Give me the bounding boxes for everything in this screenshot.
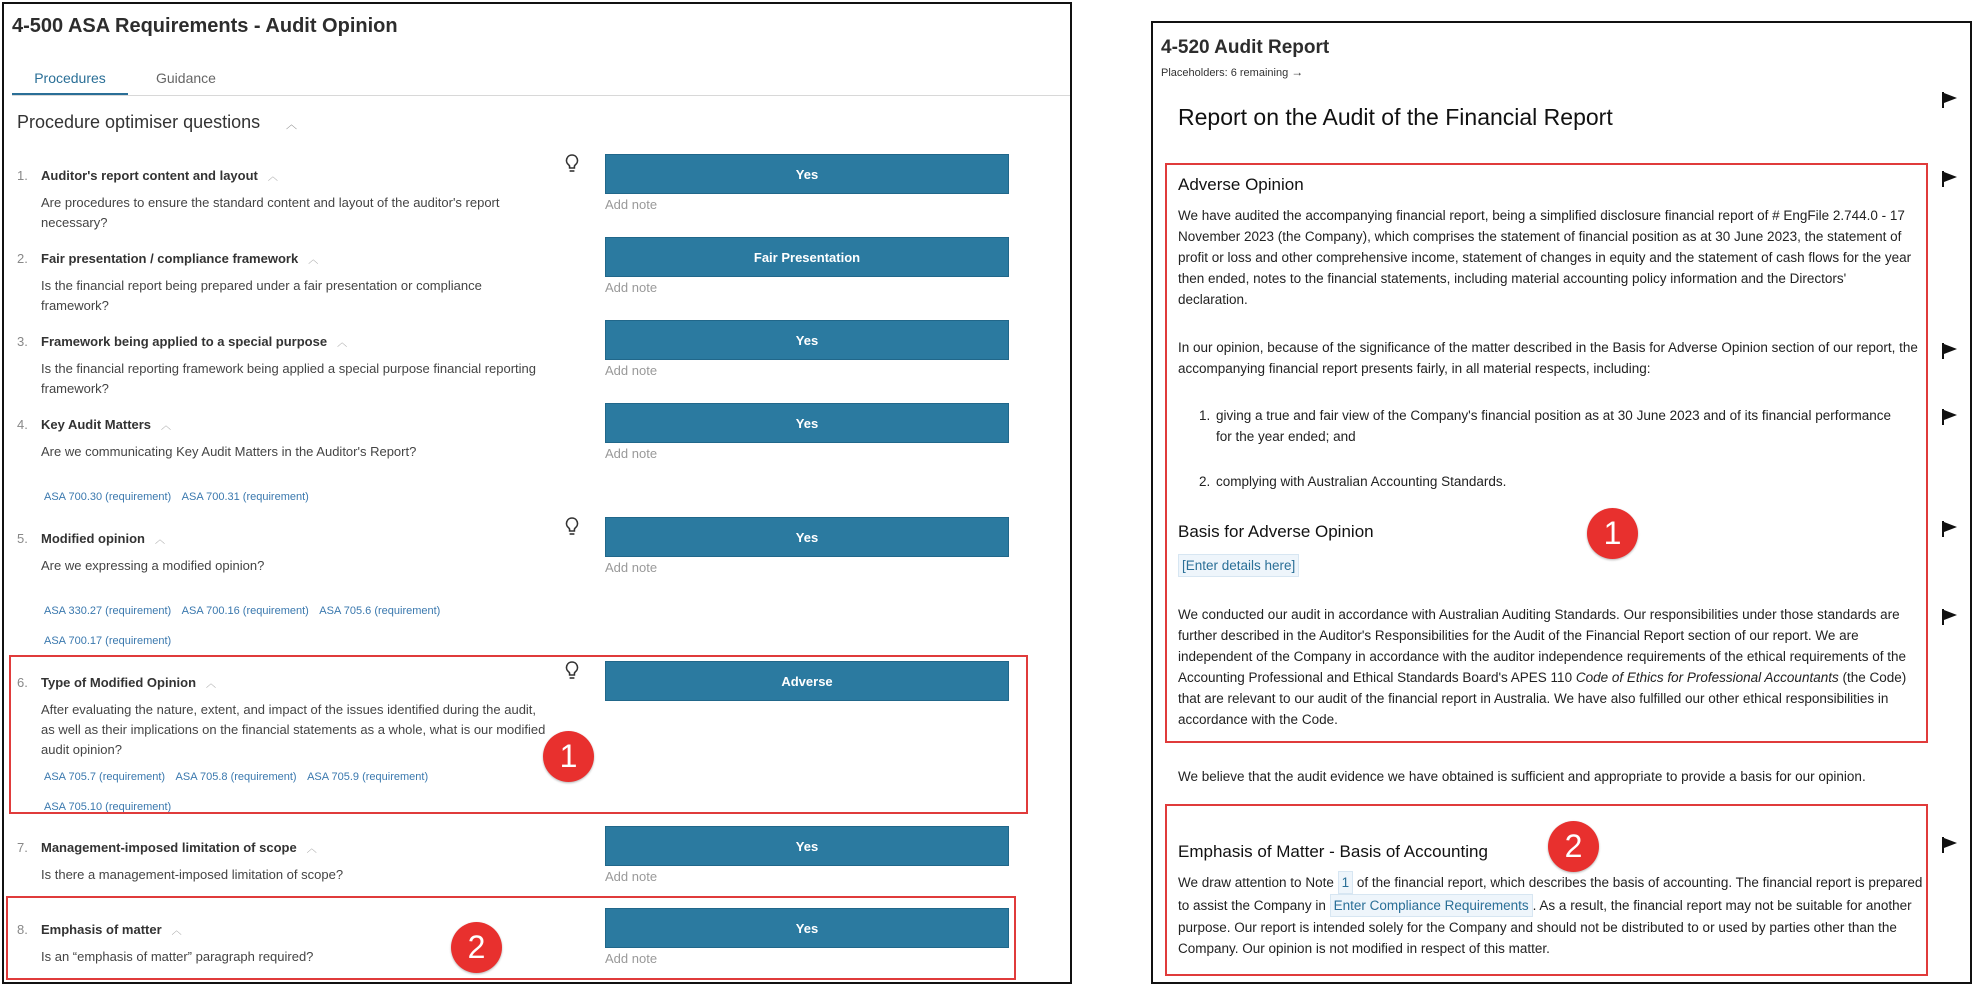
- question-title: Fair presentation / compliance framework ︿: [41, 251, 319, 266]
- question-title: Management-imposed limitation of scope ︿: [41, 840, 317, 855]
- section-heading: Emphasis of Matter - Basis of Accounting: [1178, 842, 1488, 861]
- chevron-up-icon[interactable]: ︿: [286, 119, 297, 131]
- step-marker: 1: [1587, 508, 1638, 559]
- flag-icon[interactable]: [1941, 170, 1959, 188]
- section-heading: Basis for Adverse Opinion: [1178, 522, 1374, 541]
- paragraph: We draw attention to Note 1 of the financial report, which describes the basis of accounting. The financial report is prepared to assist the Company in Enter Compliance Requirements . As a result, the financial report may not be suitable for another purpose. Our report is intended solely for the Company and should not be distributed to or used by parties other than the Company. Our opinion is not modified in respect of this matter.: [1178, 871, 1925, 959]
- flag-icon[interactable]: [1941, 608, 1959, 626]
- question-number: 4.: [17, 417, 28, 432]
- chevron-up-icon[interactable]: ︿: [206, 679, 217, 690]
- placeholder-field[interactable]: [Enter details here]: [1178, 554, 1299, 577]
- reference-link[interactable]: ASA 330.27 (requirement): [44, 605, 172, 617]
- chevron-up-icon[interactable]: ︿: [161, 421, 172, 432]
- tab-bar: [12, 66, 1072, 96]
- audit-report-panel: [1151, 21, 1972, 984]
- flag-icon[interactable]: [1941, 91, 1959, 109]
- question-text: Is an “emphasis of matter” paragraph required?: [41, 949, 314, 964]
- question-number: 8.: [17, 922, 28, 937]
- question-title: Emphasis of matter ︿: [41, 922, 182, 937]
- chevron-up-icon[interactable]: ︿: [337, 338, 348, 349]
- reference-links: [44, 635, 179, 647]
- reference-link[interactable]: ASA 705.6 (requirement): [319, 605, 441, 617]
- paragraph: We conducted our audit in accordance with Australian Auditing Standards. Our responsibilities under those standards are further described in the Auditor's Responsibilities for the Audit of the Financial Report section of our report. We are independent of the Company in accordance with the auditor independence requirements of the ethical requirements of the Accounting Professional and Ethical Standards Board's APES 110 Code of Ethics for Professional Accountants (the Code) that are relevant to our audit of the financial report in Australia. We have also fulfilled our other ethical responsibilities in accordance with the Code.: [1178, 607, 1907, 727]
- panel-title: 4-520 Audit Report: [1161, 37, 1330, 58]
- answer-button[interactable]: Yes: [605, 908, 1009, 948]
- reference-link[interactable]: ASA 705.9 (requirement): [307, 771, 429, 783]
- add-note-link[interactable]: Add note: [605, 363, 658, 378]
- question-number: 1.: [17, 168, 28, 183]
- section-title: Procedure optimiser questions: [17, 112, 261, 132]
- question-title: Key Audit Matters ︿: [41, 417, 172, 432]
- question-number: 3.: [17, 334, 28, 349]
- chevron-up-icon[interactable]: ︿: [308, 255, 319, 266]
- flag-icon[interactable]: [1941, 342, 1959, 360]
- flag-icon[interactable]: [1941, 520, 1959, 538]
- add-note-link[interactable]: Add note: [605, 280, 658, 295]
- answer-button[interactable]: Yes: [605, 320, 1009, 360]
- question-text: After evaluating the nature, extent, and impact of the issues identified during the audit, as well as their implications on the financial statements as a whole, what is our modified audit opinion?: [41, 702, 546, 757]
- paragraph: In our opinion, because of the significance of the matter described in the Basis for Adverse Opinion section of our report, the accompanying financial report presents fairly, in all material respects, including:: [1178, 340, 1918, 376]
- step-marker: 2: [451, 922, 502, 973]
- question-number: 7.: [17, 840, 28, 855]
- answer-button[interactable]: Yes: [605, 517, 1009, 557]
- placeholder-field[interactable]: Enter Compliance Requirements: [1330, 894, 1533, 917]
- question-number: 5.: [17, 531, 28, 546]
- question-title: Auditor's report content and layout ︿: [41, 168, 278, 183]
- lightbulb-icon[interactable]: [565, 517, 579, 537]
- chevron-up-icon[interactable]: ︿: [154, 535, 165, 546]
- question-title: Framework being applied to a special purpose ︿: [41, 334, 348, 349]
- add-note-link[interactable]: Add note: [605, 446, 658, 461]
- question-text: Are we expressing a modified opinion?: [41, 558, 265, 573]
- reference-link[interactable]: ASA 705.8 (requirement): [175, 771, 297, 783]
- tab-procedures[interactable]: Procedures: [12, 70, 128, 95]
- paragraph: We have audited the accompanying financial report, being a simplified disclosure financial report of # EngFile 2.744.0 - 17 November 2023 (the Company), which comprises the statement of financial position as at 30 June 2023, the statement of profit or loss and other comprehensive income, statement of changes in equity and the statement of cash flows for the year then ended, notes to the financial statements, including material accounting policy information and the Directors' declaration.: [1178, 208, 1912, 307]
- question-number: 6.: [17, 675, 28, 690]
- answer-button[interactable]: Adverse: [605, 661, 1009, 701]
- arrow-right-icon: →: [1291, 65, 1304, 79]
- reference-link[interactable]: ASA 705.7 (requirement): [44, 771, 166, 783]
- reference-link[interactable]: ASA 700.30 (requirement): [44, 491, 172, 503]
- paragraph: We believe that the audit evidence we have obtained is sufficient and appropriate to provide a basis for our opinion.: [1178, 769, 1866, 784]
- highlight-box: [9, 655, 1028, 814]
- tab-guidance[interactable]: Guidance: [156, 70, 216, 86]
- add-note-link[interactable]: Add note: [605, 560, 658, 575]
- highlight-box: [1165, 804, 1928, 976]
- add-note-link[interactable]: Add note: [605, 869, 658, 884]
- add-note-link[interactable]: Add note: [605, 197, 658, 212]
- highlight-box: [6, 896, 1016, 980]
- reference-link[interactable]: ASA 700.31 (requirement): [181, 491, 309, 503]
- reference-links: [44, 605, 448, 617]
- question-title: Type of Modified Opinion ︿: [41, 675, 217, 690]
- flag-icon[interactable]: [1941, 836, 1959, 854]
- chevron-up-icon[interactable]: ︿: [171, 926, 182, 937]
- question-text: Are procedures to ensure the standard content and layout of the auditor's report necessary?: [41, 195, 500, 230]
- reference-link[interactable]: ASA 700.17 (requirement): [44, 635, 172, 647]
- panel-title: 4-500 ASA Requirements - Audit Opinion: [12, 15, 398, 37]
- answer-button[interactable]: Fair Presentation: [605, 237, 1009, 277]
- question-text: Is the financial report being prepared under a fair presentation or compliance framework?: [41, 278, 482, 313]
- reference-link[interactable]: ASA 700.16 (requirement): [181, 605, 309, 617]
- step-marker: 1: [543, 731, 594, 782]
- answer-button[interactable]: Yes: [605, 403, 1009, 443]
- report-title: Report on the Audit of the Financial Report: [1178, 104, 1613, 130]
- add-note-link[interactable]: Add note: [605, 951, 658, 966]
- step-marker: 2: [1548, 821, 1599, 872]
- placeholder-field[interactable]: 1: [1338, 871, 1354, 894]
- question-text: Is the financial reporting framework being applied a special purpose financial reporting framework?: [41, 361, 537, 396]
- section-heading: Adverse Opinion: [1178, 175, 1304, 194]
- procedures-panel: [2, 2, 1072, 984]
- chevron-up-icon[interactable]: ︿: [306, 844, 317, 855]
- question-text: Are we communicating Key Audit Matters in the Auditor's Report?: [41, 444, 417, 459]
- list-item: 2. complying with Australian Accounting Standards.: [1199, 474, 1507, 489]
- question-text: Is there a management-imposed limitation of scope?: [41, 867, 344, 882]
- answer-button[interactable]: Yes: [605, 826, 1009, 866]
- reference-links: [44, 491, 317, 503]
- placeholders-link[interactable]: Placeholders: 6 remaining →: [1161, 65, 1304, 79]
- answer-button[interactable]: Yes: [605, 154, 1009, 194]
- highlight-box: [1165, 163, 1928, 743]
- question-title: Modified opinion ︿: [41, 531, 165, 546]
- list-item: 1. giving a true and fair view of the Company's financial position as at 30 June 2023 and of its financial performance for the year ended; and: [1199, 408, 1891, 444]
- flag-icon[interactable]: [1941, 408, 1959, 426]
- question-number: 2.: [17, 251, 28, 266]
- reference-link[interactable]: ASA 705.10 (requirement): [44, 801, 172, 813]
- chevron-up-icon[interactable]: ︿: [267, 172, 278, 183]
- lightbulb-icon[interactable]: [565, 154, 579, 174]
